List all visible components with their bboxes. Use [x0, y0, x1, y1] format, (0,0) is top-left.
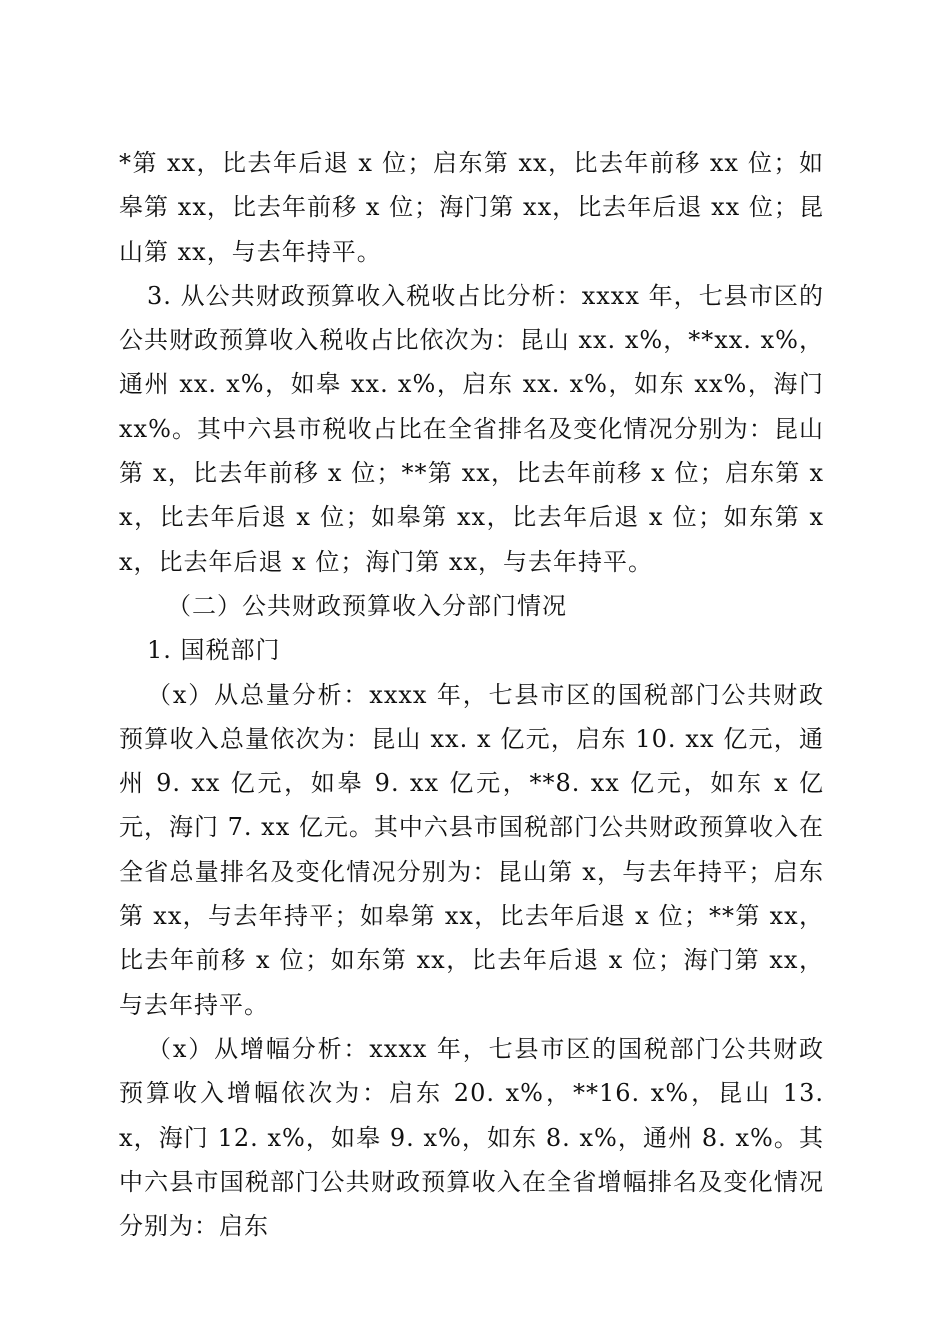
paragraph-growth-analysis: （x）从增幅分析：xxxx 年，七县市区的国税部门公共财政预算收入增幅依次为：启东 20. x%，**16. x%，昆山 13. x，海门 12. x%，如皋 9. x%，如东 8. x%，通州 8. x%。其中六县市国税部门公共财政预算收入在全省增幅排名及变化情况分别为：启东	[119, 1034, 824, 1241]
document-body	[119, 141, 824, 1248]
paragraph-total-analysis: （x）从总量分析：xxxx 年，七县市区的国税部门公共财政预算收入总量依次为：昆山 xx. x 亿元，启东 10. xx 亿元，通州 9. xx 亿元，如皋 9. xx 亿元，**8. xx 亿元，如东 x 亿元，海门 7. xx 亿元。其中六县市国税部门公共财政预算收入在全省总量排名及变化情况分别为：昆山第 x，与去年持平；启东第 xx，与去年持平；如皋第 xx，比去年后退 x 位；**第 xx，比去年前移 x 位；如东第 xx，比去年后退 x 位；海门第 xx，与去年持平。	[119, 680, 824, 1019]
section-heading-by-department: （二）公共财政预算收入分部门情况	[167, 591, 567, 620]
paragraph-tax-ratio-analysis: 3. 从公共财政预算收入税收占比分析：xxxx 年，七县市区的公共财政预算收入税收占比依次为：昆山 xx. x%，**xx. x%，通州 xx. x%，如皋 xx. x%，启东 xx. x%，如东 xx%，海门 xx%。其中六县市税收占比在全省排名及变化情况分别为：昆山第 x，比去年前移 x 位；**第 xx，比去年前移 x 位；启东第 xx，比去年后退 x 位；如皋第 xx，比去年后退 x 位；如东第 xx，比去年后退 x 位；海门第 xx，与去年持平。	[119, 281, 824, 576]
paragraph-continuation: *第 xx，比去年后退 x 位；启东第 xx，比去年前移 xx 位；如皋第 xx，比去年前移 x 位；海门第 xx，比去年后退 xx 位；昆山第 xx，与去年持平。	[119, 149, 824, 266]
subheading-national-tax: 1. 国税部门	[147, 636, 281, 665]
